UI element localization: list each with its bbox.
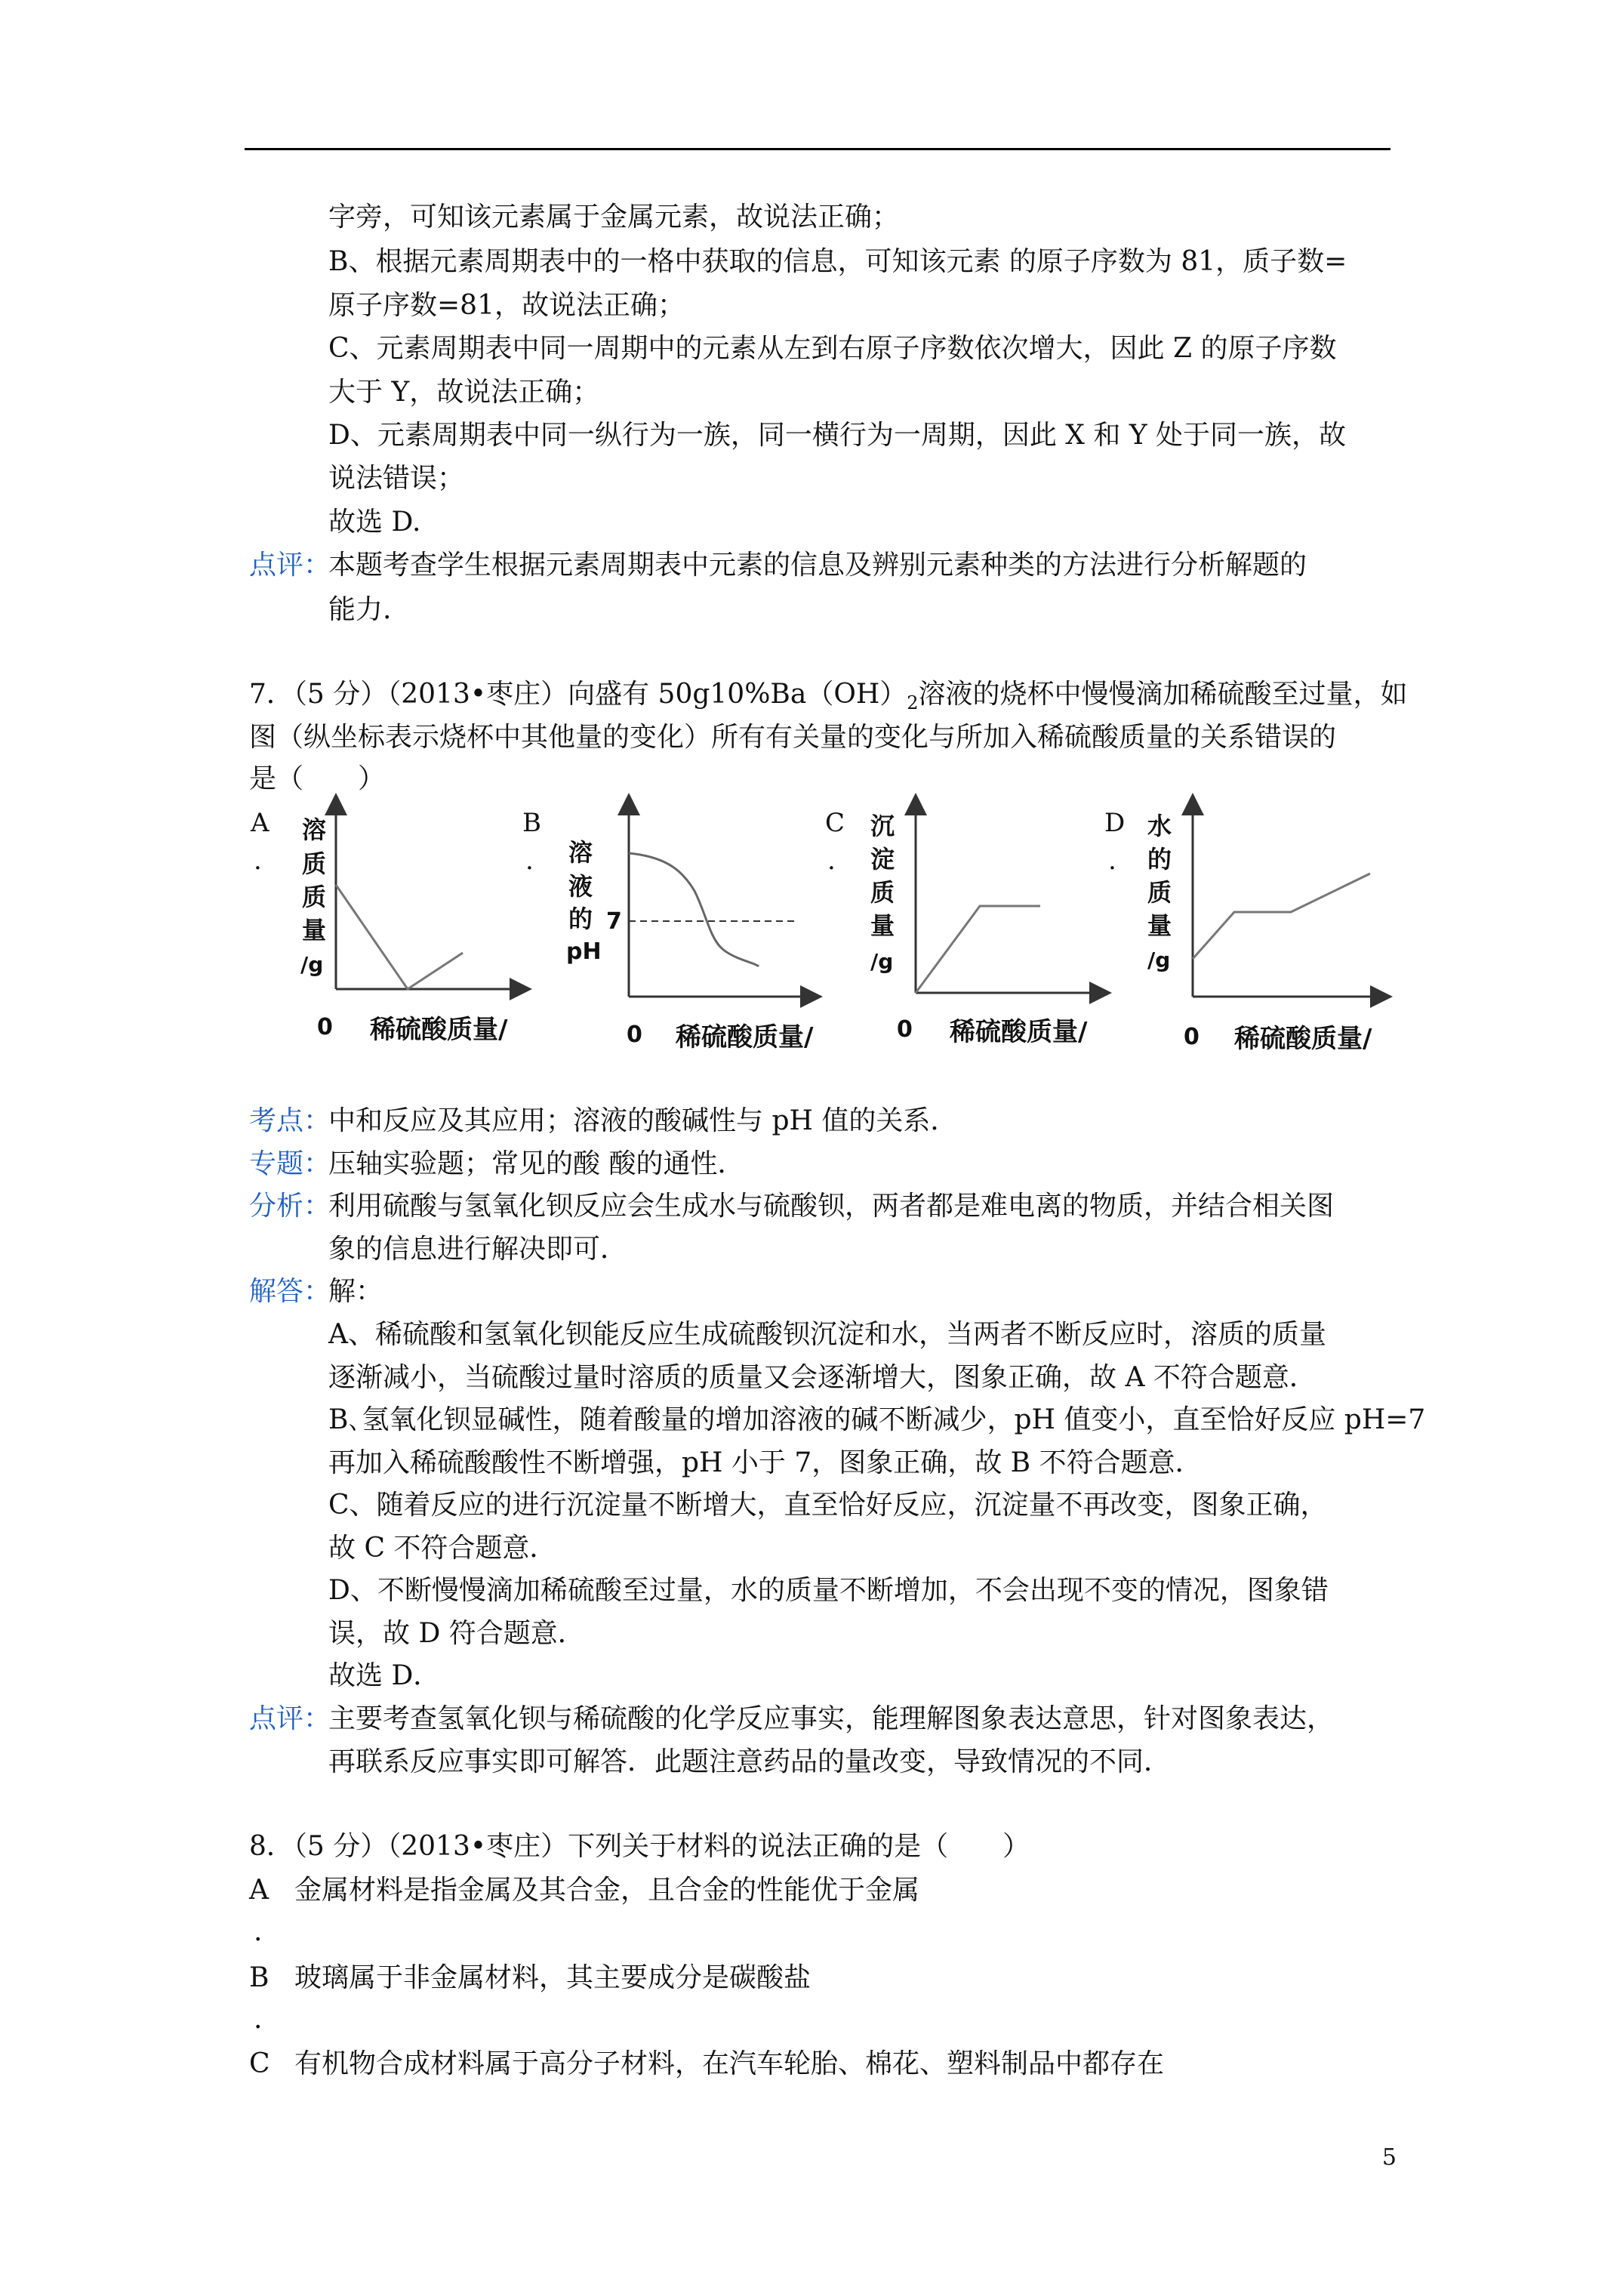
prev-line-7: 说法错误；: [328, 463, 465, 494]
graph-c-xlabel: 稀硫酸质量/: [950, 1017, 1088, 1047]
zhuanti-label: 专题：: [249, 1148, 331, 1179]
prev-line-1: 字旁，可知该元素属于金属元素，故说法正确；: [328, 202, 900, 233]
jieda-label: 解答：: [249, 1276, 331, 1307]
jieda-end: 故选 D．: [328, 1660, 441, 1691]
graph-d-ylabel-2: 的: [1147, 845, 1172, 874]
graph-a-ylabel-4: 量: [302, 916, 327, 945]
graph-b-ylabel-1: 溶: [568, 838, 593, 867]
graph-d-ylabel-5: /g: [1147, 948, 1171, 972]
graph-d: [1144, 804, 1393, 1053]
graph-a-letter: A: [251, 808, 269, 838]
jieda-c-2: 故 C 不符合题意．: [328, 1533, 557, 1564]
dianping-text-2: 再联系反应事实即可解答．此题注意药品的量改变，导致情况的不同．: [328, 1746, 1172, 1777]
graph-a-curve: [336, 885, 463, 989]
jieda-d-1: D、不断慢慢滴加稀硫酸至过量，水的质量不断增加，不会出现不变的情况，图象错: [328, 1575, 1329, 1606]
q8-option-c-text: 有机物合成材料属于高分子材料，在汽车轮胎、棉花、塑料制品中都存在: [294, 2048, 1165, 2079]
graph-a-dot: .: [254, 846, 262, 876]
jieda-b-2: 再加入稀硫酸酸性不断增强，pH 小于 7，图象正确，故 B 不符合题意．: [328, 1447, 1203, 1478]
jieda-text-0: 解：: [328, 1276, 383, 1307]
prev-comment-2: 能力.: [328, 594, 392, 625]
q7-stem-1-text: 7．（5 分）（2013•枣庄）向盛有 50g10%Ba（OH）: [249, 679, 907, 710]
jieda-c-1: C、随着反应的进行沉淀量不断增大，直至恰好反应，沉淀量不再改变，图象正确，: [328, 1490, 1328, 1521]
q8-stem: 8．（5 分）（2013•枣庄）下列关于材料的说法正确的是（ ）: [249, 1831, 1030, 1862]
graph-c-ylabel-4: 量: [870, 911, 895, 940]
graph-a: [287, 804, 536, 1053]
fenxi-text-2: 象的信息进行解决即可．: [328, 1234, 628, 1265]
graph-b-ref-label: 7: [606, 908, 622, 935]
graph-a-origin: 0: [317, 1014, 333, 1040]
q8-option-b-letter: B: [249, 1962, 269, 1993]
graph-b-ylabel-4: pH: [566, 938, 602, 965]
q8-option-b-dot: .: [254, 2004, 263, 2035]
prev-line-3: 原子序数=81，故说法正确；: [328, 290, 685, 321]
q7-stem-1: [249, 678, 1408, 720]
jieda-b-1: B､氢氧化钡显碱性，随着酸量的增加溶液的碱不断减少，pH 值变小，直至恰好反应 pH=7: [328, 1404, 1426, 1435]
graph-c-curve: [916, 906, 1040, 993]
fenxi-label: 分析：: [249, 1191, 331, 1222]
jieda-a-2: 逐渐减小，当硫酸过量时溶质的质量又会逐渐增大，图象正确，故 A 不符合题意．: [328, 1362, 1317, 1393]
graph-d-xlabel: 稀硫酸质量/: [1234, 1024, 1372, 1054]
graph-c-ylabel-1: 沉: [870, 812, 895, 840]
graph-d-dot: .: [1108, 846, 1116, 876]
q7-stem-1-rest: 溶液的烧杯中慢慢滴加稀硫酸至过量，如: [918, 679, 1408, 710]
graph-d-ylabel-4: 量: [1147, 911, 1172, 940]
q8-option-a-text: 金属材料是指金属及其合金，且合金的性能优于金属: [294, 1875, 920, 1906]
graph-b-origin: 0: [627, 1022, 642, 1048]
graph-b: [562, 804, 827, 1053]
prev-line-5: 大于 Y，故说法正确；: [328, 377, 600, 408]
graph-d-origin: 0: [1184, 1024, 1200, 1050]
header-rule: [245, 148, 1390, 150]
jieda-a-1: A、稀硫酸和氢氧化钡能反应生成硫酸钡沉淀和水，当两者不断反应时，溶质的质量: [328, 1319, 1326, 1350]
prev-line-2: B、根据元素周期表中的一格中获取的信息，可知该元素 的原子序数为 81，质子数=: [328, 246, 1347, 277]
q7-stem-3: 是（ ）: [249, 763, 386, 794]
graph-c-ylabel-2: 淀: [870, 845, 895, 874]
graph-a-ylabel-1: 溶: [302, 815, 327, 844]
kaodian-text: 中和反应及其应用；溶液的酸碱性与 pH 值的关系．: [328, 1105, 958, 1136]
prev-comment-label: 点评：: [249, 550, 331, 581]
graph-a-ylabel-2: 质: [302, 849, 327, 878]
graph-d-ylabel-3: 质: [1147, 878, 1172, 907]
graph-c-letter: C: [825, 808, 845, 838]
fenxi-text-1: 利用硫酸与氢氧化钡反应会生成水与硫酸钡，两者都是难电离的物质，并结合相关图: [328, 1191, 1335, 1222]
graph-b-xlabel: 稀硫酸质量/: [676, 1022, 814, 1052]
page-number: 5: [1381, 2144, 1397, 2171]
zhuanti-text: 压轴实验题；常见的酸 酸的通性．: [328, 1148, 745, 1179]
graph-c: [867, 804, 1116, 1053]
graph-b-dot: .: [525, 846, 534, 876]
prev-comment-1: 本题考查学生根据元素周期表中元素的信息及辨别元素种类的方法进行分析解题的: [328, 550, 1307, 581]
prev-line-6: D、元素周期表中同一纵行为一族，同一横行为一周期，因此 X 和 Y 处于同一族，故: [328, 420, 1347, 451]
jieda-d-2: 误，故 D 符合题意．: [328, 1618, 585, 1649]
q7-stem-subscript: 2: [907, 692, 919, 714]
kaodian-label: 考点：: [249, 1105, 331, 1136]
prev-line-4: C、元素周期表中同一周期中的元素从左到右原子序数依次增大，因此 Z 的原子序数: [328, 333, 1337, 364]
graph-d-ylabel-1: 水: [1147, 812, 1172, 840]
graph-b-curve: [629, 853, 759, 966]
dianping-label: 点评：: [249, 1703, 331, 1734]
prev-line-8: 故选 D.: [328, 507, 421, 538]
q7-stem-2: 图（纵坐标表示烧杯中其他量的变化）所有有关量的变化与所加入稀硫酸质量的关系错误的: [249, 722, 1337, 753]
graph-c-origin: 0: [897, 1016, 913, 1043]
graph-b-ylabel-2: 液: [568, 872, 593, 901]
graph-a-ylabel-5: /g: [300, 952, 324, 977]
graph-c-ylabel-3: 质: [870, 878, 895, 907]
graph-d-curve: [1193, 874, 1370, 959]
dianping-text-1: 主要考查氢氧化钡与稀硫酸的化学反应事实，能理解图象表达意思，针对图象表达，: [328, 1703, 1335, 1734]
q8-option-c-letter: C: [249, 2048, 270, 2079]
graph-b-ylabel-3: 的: [568, 905, 593, 933]
graph-c-ylabel-5: /g: [870, 949, 894, 974]
graph-c-dot: .: [827, 846, 836, 876]
q8-option-a-dot: .: [254, 1916, 263, 1947]
q8-option-a-letter: A: [249, 1875, 269, 1906]
graph-b-letter: B: [522, 808, 541, 838]
graph-a-xlabel: 稀硫酸质量/: [370, 1015, 508, 1045]
q8-option-b-text: 玻璃属于非金属材料，其主要成分是碳酸盐: [294, 1962, 812, 1993]
graph-d-letter: D: [1104, 808, 1126, 838]
graph-a-ylabel-3: 质: [302, 883, 327, 911]
